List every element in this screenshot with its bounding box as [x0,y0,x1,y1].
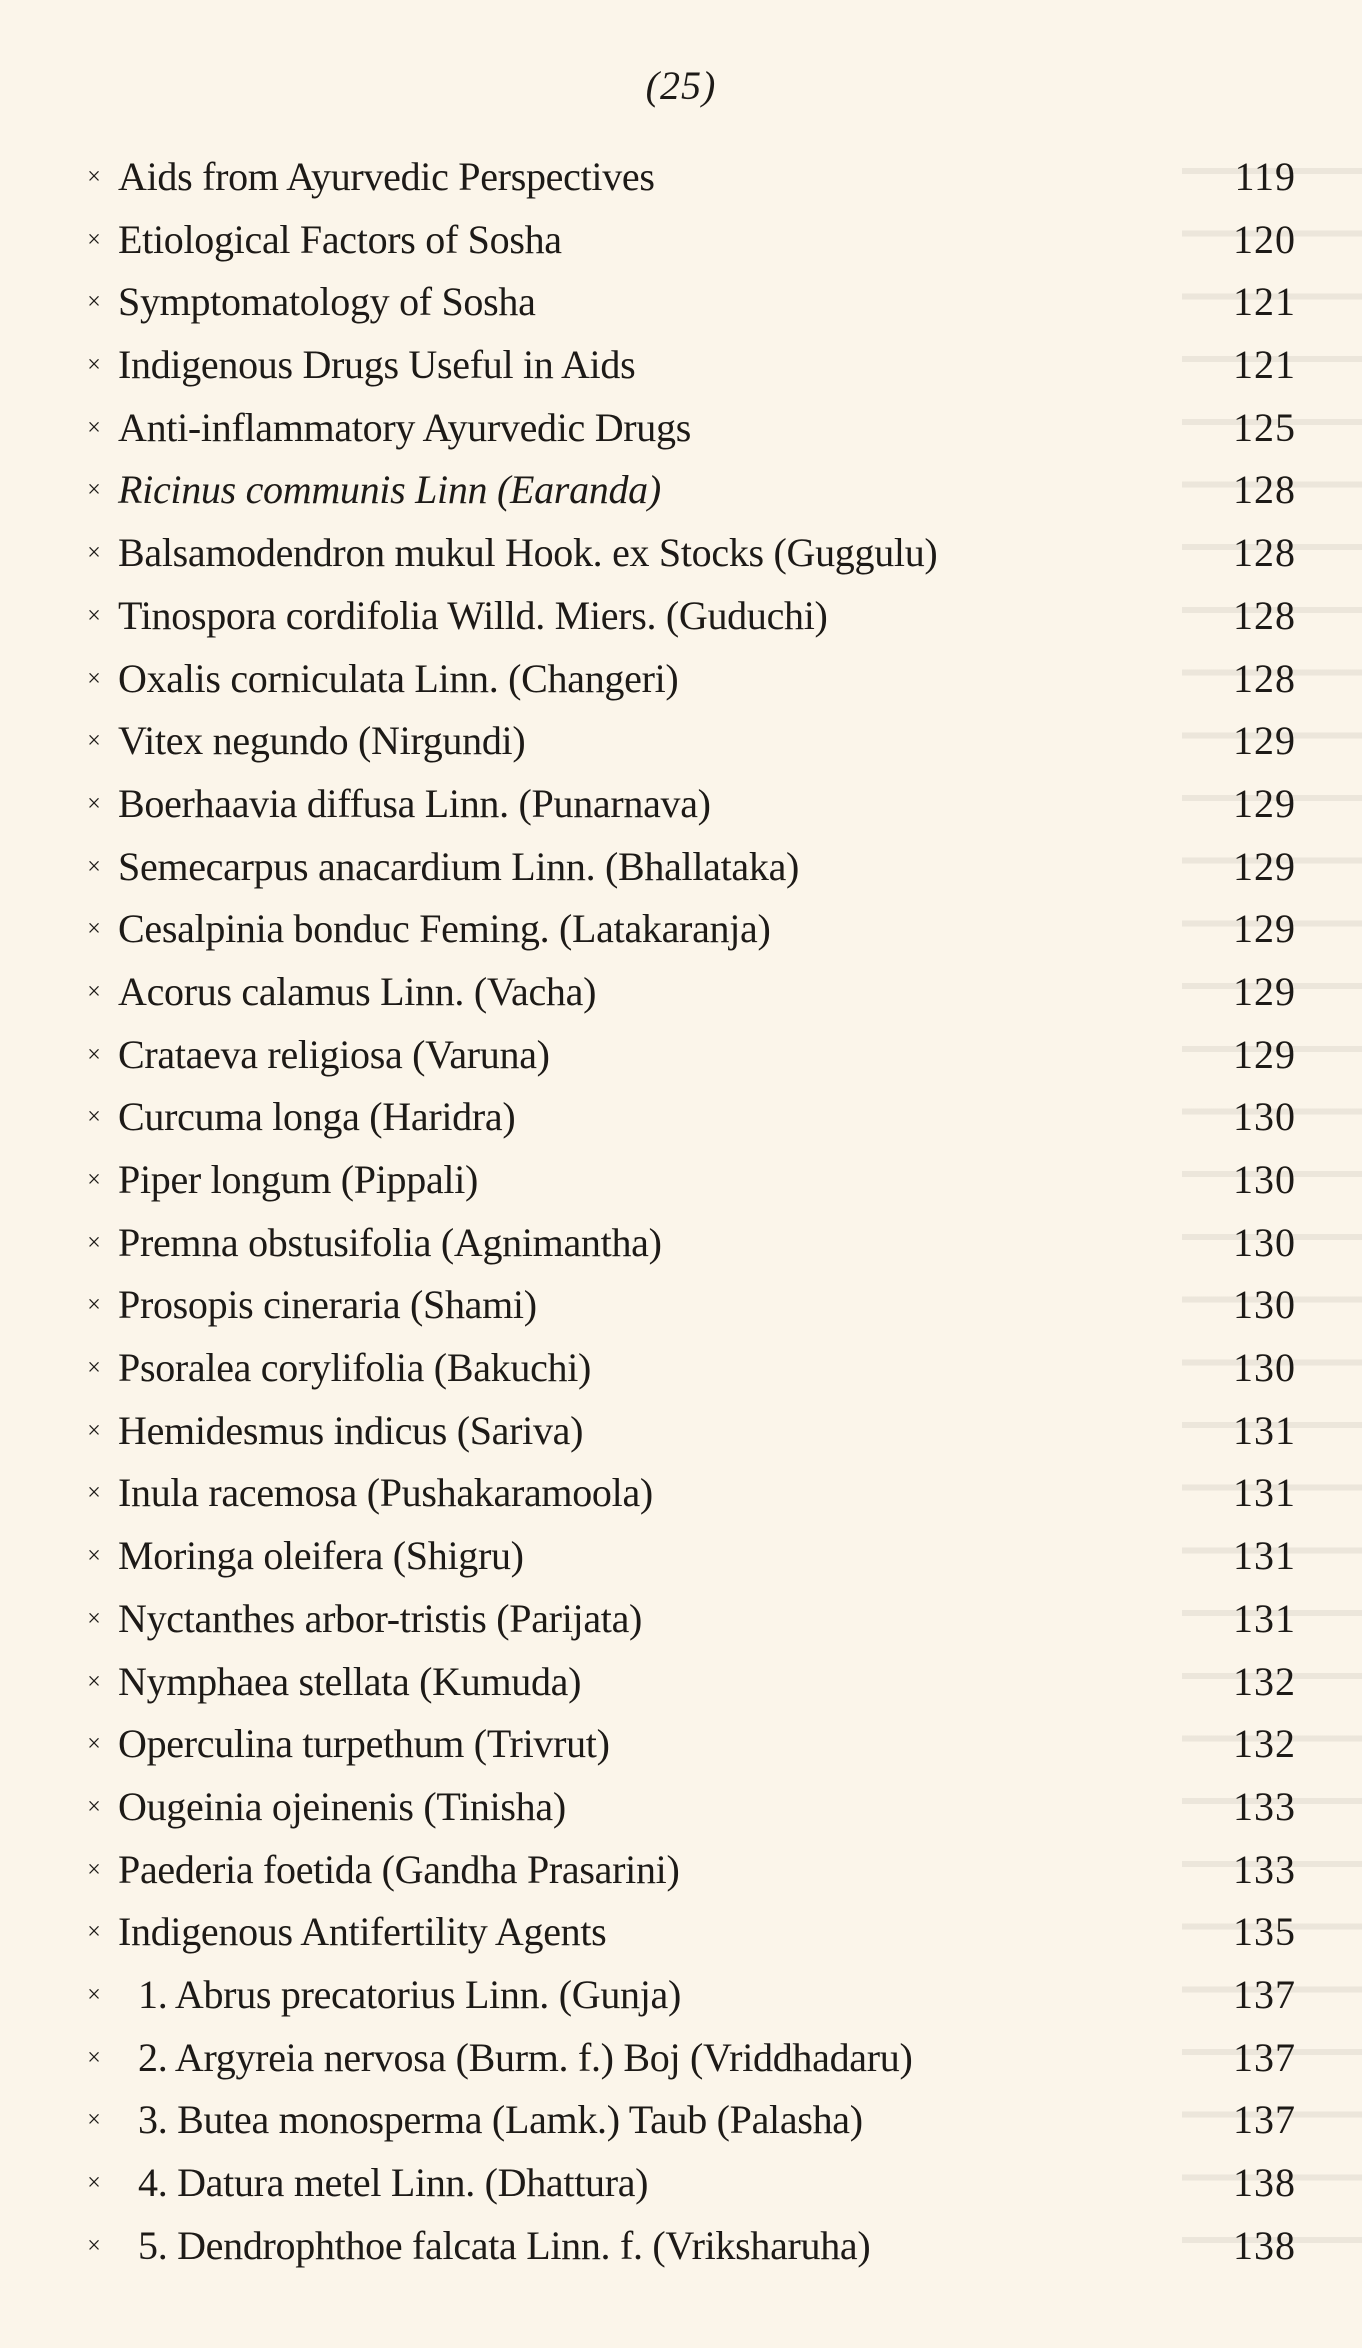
toc-entry-title: Symptomatology of Sosha [118,279,536,325]
toc-entry [0,1964,1362,2027]
toc-entry-title: Operculina turpethum (Trivrut) [118,1721,610,1767]
toc-entry-page: 135 [1233,1909,1296,1955]
toc-entry-title: Vitex negundo (Nirgundi) [118,718,526,764]
toc-entry-title: Premna obstusifolia (Agnimantha) [118,1219,662,1265]
bullet-cross-icon: × [87,2232,101,2259]
bullet-cross-icon: × [87,1731,101,1758]
toc-entry [0,1024,1362,1087]
bullet-cross-icon: × [87,602,101,629]
toc-entry-page: 130 [1233,1219,1296,1265]
toc-entry-title: Nyctanthes arbor-tristis (Parijata) [118,1595,643,1641]
toc-entry [0,1839,1362,1902]
toc-entry-page: 121 [1233,279,1296,325]
toc-entry [0,898,1362,961]
toc-entry [0,397,1362,460]
toc-entry-page: 128 [1233,530,1296,576]
toc-entry-title: Ougeinia ojeinenis (Tinisha) [118,1783,566,1829]
toc-entry-title: Semecarpus anacardium Linn. (Bhallataka) [118,843,800,889]
toc-entry-page: 130 [1233,1345,1296,1391]
toc-entry-page: 131 [1233,1407,1296,1453]
table-of-contents [0,146,1362,2277]
toc-entry [0,648,1362,711]
toc-entry-title: Inula racemosa (Pushakaramoola) [118,1470,653,1516]
toc-entry [0,961,1362,1024]
toc-entry-page: 133 [1233,1783,1296,1829]
toc-entry [0,271,1362,334]
page-number: (25) [645,63,717,108]
bullet-cross-icon: × [87,978,101,1005]
bullet-cross-icon: × [87,1229,101,1256]
bullet-cross-icon: × [87,1292,101,1319]
bullet-cross-icon: × [87,1543,101,1570]
toc-entry-title: Prosopis cineraria (Shami) [118,1282,537,1328]
toc-entry-title: Indigenous Drugs Useful in Aids [118,342,636,388]
toc-entry [0,1588,1362,1651]
bullet-cross-icon: × [87,1417,101,1444]
toc-entry [0,1776,1362,1839]
toc-entry-title: 2. Argyreia nervosa (Burm. f.) Boj (Vriddhadaru) [138,2034,913,2080]
toc-entry-title: Tinospora cordifolia Willd. Miers. (Guduchi) [118,592,828,638]
toc-entry-page: 132 [1233,1658,1296,1704]
toc-entry [0,1212,1362,1275]
toc-entry-page: 137 [1233,1971,1296,2017]
toc-entry-page: 138 [1233,2222,1296,2268]
bullet-cross-icon: × [87,540,101,567]
toc-entry-page: 131 [1233,1595,1296,1641]
bullet-cross-icon: × [87,352,101,379]
toc-entry-title: Cesalpinia bonduc Feming. (Latakaranja) [118,906,771,952]
bullet-cross-icon: × [87,477,101,504]
toc-entry [0,2089,1362,2152]
toc-entry-title: Balsamodendron mukul Hook. ex Stocks (Guggulu) [118,530,938,576]
toc-entry-page: 121 [1233,342,1296,388]
toc-entry-page: 129 [1233,843,1296,889]
toc-entry [0,836,1362,899]
toc-entry-page: 128 [1233,467,1296,513]
toc-entry [0,1274,1362,1337]
bullet-cross-icon: × [87,1480,101,1507]
toc-entry [0,2027,1362,2090]
toc-entry-title: Paederia foetida (Gandha Prasarini) [118,1846,680,1892]
toc-entry-title: Ricinus communis Linn (Earanda) [118,467,661,513]
toc-entry-page: 128 [1233,655,1296,701]
toc-entry [0,459,1362,522]
toc-entry [0,146,1362,209]
toc-entry-page: 119 [1234,154,1296,199]
toc-entry-page: 120 [1233,216,1296,262]
bullet-cross-icon: × [87,1856,101,1883]
toc-entry-title: Psoralea corylifolia (Bakuchi) [118,1345,592,1391]
toc-entry [0,2152,1362,2215]
bullet-cross-icon: × [87,665,101,692]
bullet-cross-icon: × [87,414,101,441]
toc-entry [0,1901,1362,1964]
bullet-cross-icon: × [87,1793,101,1820]
toc-entry-page: 132 [1233,1721,1296,1767]
toc-entry-title: Curcuma longa (Haridra) [118,1094,516,1140]
bullet-cross-icon: × [87,916,101,943]
toc-entry-page: 125 [1233,404,1296,450]
toc-entry [0,585,1362,648]
toc-entry [0,1337,1362,1400]
toc-entry-page: 128 [1233,592,1296,638]
toc-entry [0,710,1362,773]
toc-entry-title: Aids from Ayurvedic Perspectives [118,154,655,199]
toc-entry-page: 129 [1233,906,1296,952]
toc-entry [0,209,1362,272]
toc-entry-page: 129 [1233,968,1296,1014]
toc-entry-title: Nymphaea stellata (Kumuda) [118,1658,582,1704]
toc-entry [0,2215,1362,2278]
toc-entry-title: 3. Butea monosperma (Lamk.) Taub (Palasha) [138,2097,863,2143]
toc-entry-title: Crataeva religiosa (Varuna) [118,1031,550,1077]
toc-entry-page: 137 [1233,2034,1296,2080]
bullet-cross-icon: × [87,790,101,817]
toc-entry-page: 138 [1233,2160,1296,2205]
toc-entry-title: Etiological Factors of Sosha [118,216,562,262]
bullet-cross-icon: × [87,1355,101,1382]
bullet-cross-icon: × [87,1668,101,1695]
bullet-cross-icon: × [87,226,101,253]
toc-entry-page: 131 [1233,1470,1296,1516]
toc-entry [0,1651,1362,1714]
toc-entry-page: 137 [1233,2097,1296,2143]
bullet-cross-icon: × [87,2170,101,2196]
toc-entry-title: 4. Datura metel Linn. (Dhattura) [138,2160,649,2205]
toc-entry-page: 129 [1233,1031,1296,1077]
toc-entry-title: 5. Dendrophthoe falcata Linn. f. (Vriksharuha) [138,2222,871,2268]
bullet-cross-icon: × [87,853,101,880]
toc-entry-title: Piper longum (Pippali) [118,1157,479,1202]
toc-entry-title: Boerhaavia diffusa Linn. (Punarnava) [118,780,711,826]
toc-entry-page: 130 [1233,1282,1296,1328]
bullet-cross-icon: × [87,728,101,755]
toc-entry [0,1462,1362,1525]
toc-entry [0,1149,1362,1212]
toc-entry-title: Anti-inflammatory Ayurvedic Drugs [118,404,691,450]
bullet-cross-icon: × [87,2107,101,2134]
toc-entry [0,1713,1362,1776]
bullet-cross-icon: × [87,1981,101,2008]
toc-entry [0,334,1362,397]
toc-entry-title: 1. Abrus precatorius Linn. (Gunja) [138,1971,682,2017]
bullet-cross-icon: × [87,2044,101,2071]
toc-entry-title: Oxalis corniculata Linn. (Changeri) [118,655,679,701]
toc-entry-page: 131 [1233,1533,1296,1579]
bullet-cross-icon: × [87,1919,101,1946]
toc-entry [0,522,1362,585]
bullet-cross-icon: × [87,1104,101,1131]
bullet-cross-icon: × [87,1041,101,1068]
bullet-cross-icon: × [87,1605,101,1632]
toc-entry [0,1086,1362,1149]
toc-entry-title: Acorus calamus Linn. (Vacha) [118,968,597,1014]
toc-entry-page: 130 [1233,1094,1296,1140]
toc-entry-page: 130 [1233,1157,1296,1202]
toc-entry-page: 129 [1233,780,1296,826]
toc-entry-page: 133 [1233,1846,1296,1892]
toc-entry [0,1400,1362,1463]
bullet-cross-icon: × [87,1167,101,1193]
toc-entry-title: Indigenous Antifertility Agents [118,1909,607,1955]
bullet-cross-icon: × [87,164,101,190]
bullet-cross-icon: × [87,289,101,316]
toc-entry-title: Hemidesmus indicus (Sariva) [118,1407,584,1453]
toc-entry-title: Moringa oleifera (Shigru) [118,1533,524,1579]
toc-entry [0,773,1362,836]
toc-entry [0,1525,1362,1588]
toc-entry-page: 129 [1233,718,1296,764]
